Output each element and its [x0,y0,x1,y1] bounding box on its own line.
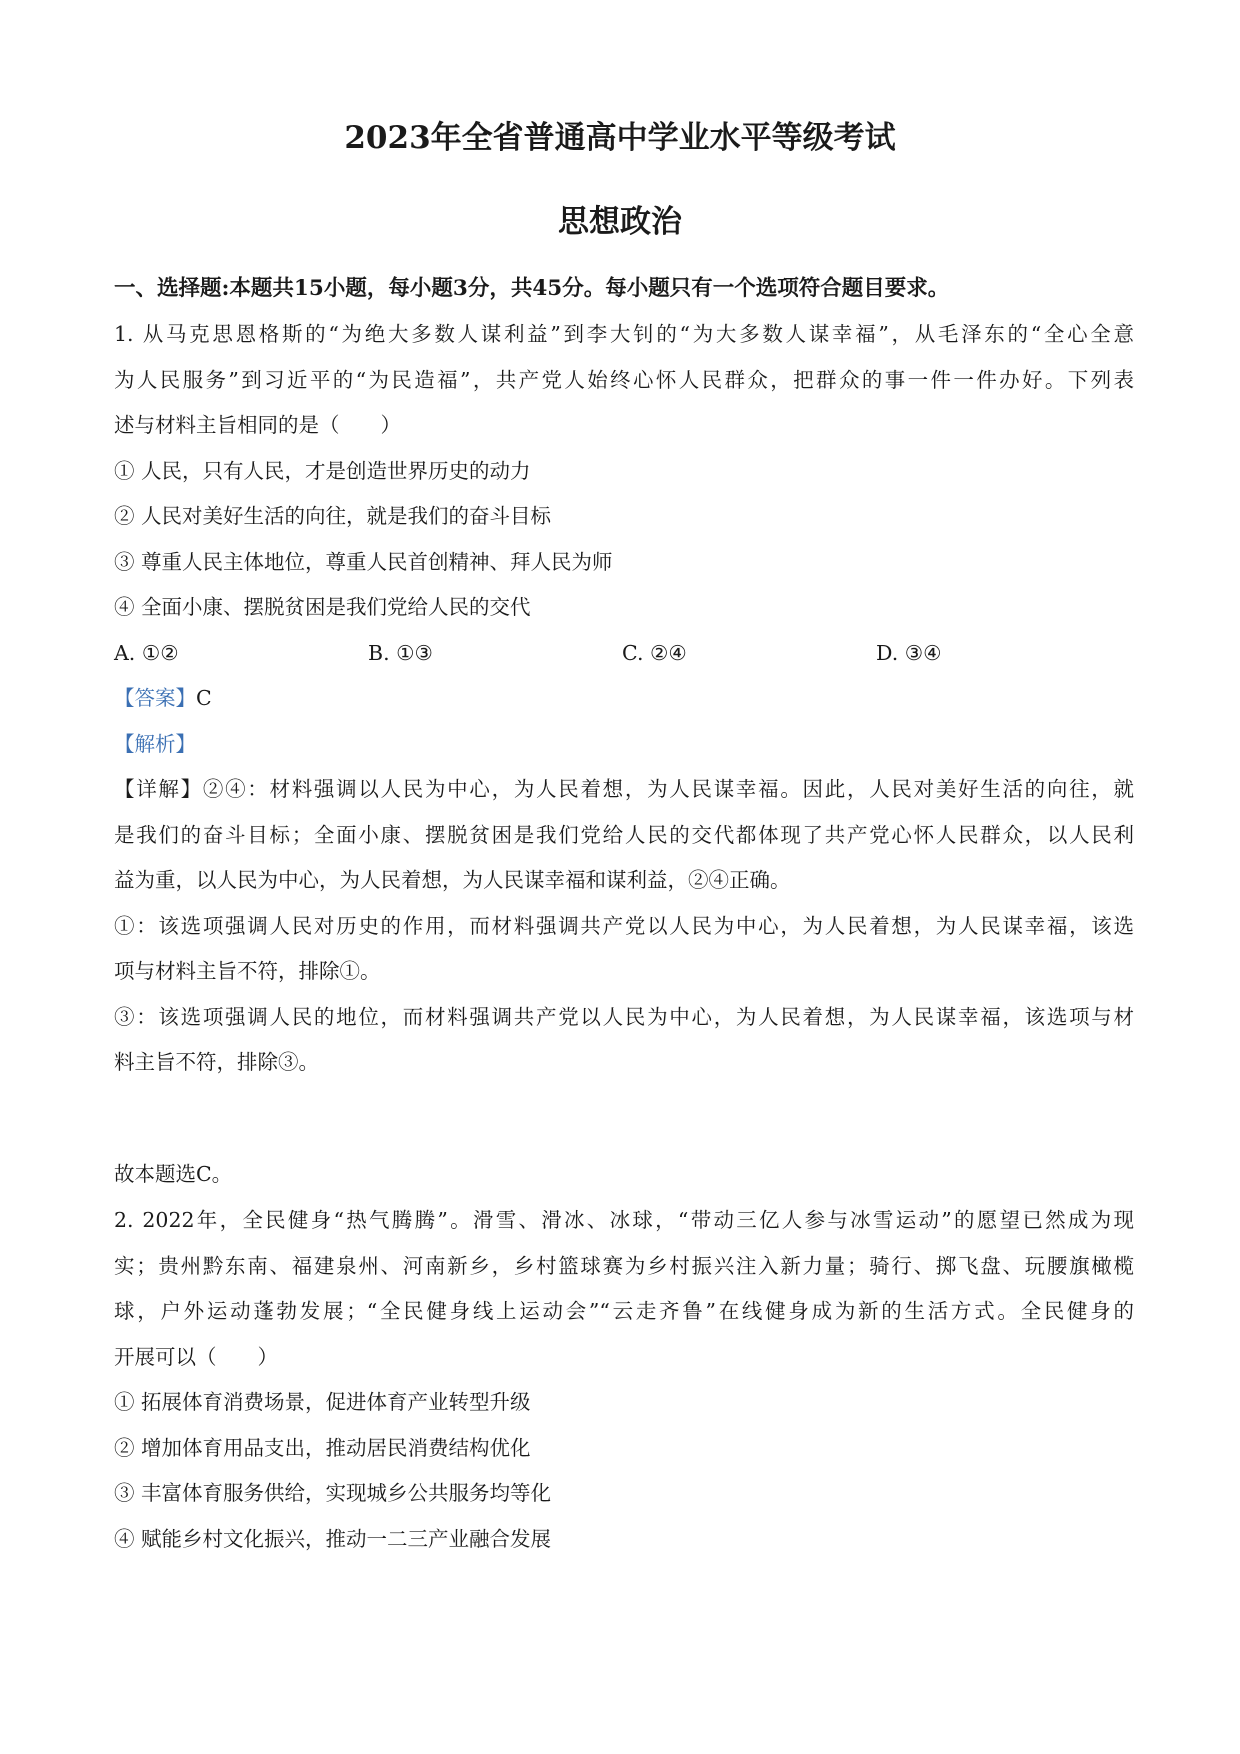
q1-exclude-line: 项与材料主旨不符，排除①。 [114,959,381,983]
q1-statement: ③ 尊重人民主体地位，尊重人民首创精神、拜人民为师 [114,550,613,574]
q1-statement: ④ 全面小康、摆脱贫困是我们党给人民的交代 [114,595,531,619]
subject-title: 思想政治 [558,204,682,240]
q1-option-b: B. ①③ [368,641,433,665]
q1-detail-line: 益为重，以人民为中心，为人民着想，为人民谋幸福和谋利益，②④正确。 [114,868,791,892]
q2-stem-line: 球，户外运动蓬勃发展；“全民健身线上运动会”“云走齐鲁”在线健身成为新的生活方式。全民健身的 [114,1299,1134,1323]
q1-conclusion: 故本题选C。 [114,1162,233,1186]
q2-statement: ① 拓展体育消费场景，促进体育产业转型升级 [114,1390,531,1414]
q1-option-d: D. ③④ [876,641,942,665]
exam-title: 2023年全省普通高中学业水平等级考试 [344,120,896,156]
q1-exclude-line: ③：该选项强调人民的地位，而材料强调共产党以人民为中心，为人民着想，为人民谋幸福，该选项与材 [114,1005,1134,1029]
q1-exclude-line: 料主旨不符，排除③。 [114,1050,319,1074]
q1-statement: ① 人民，只有人民，才是创造世界历史的动力 [114,459,531,483]
q2-stem-line: 开展可以（ ） [114,1345,278,1369]
q2-statement: ④ 赋能乡村文化振兴，推动一二三产业融合发展 [114,1527,552,1551]
q1-option-a: A. ①② [114,641,179,665]
q1-answer [114,684,1134,712]
q1-option-c: C. ②④ [622,641,687,665]
q1-detail-line [114,775,1134,803]
q2-statement: ② 增加体育用品支出，推动居民消费结构优化 [114,1436,531,1460]
answer-tag: 【答案】 [114,686,196,710]
detail-tag: 【详解】 [114,777,203,801]
section-heading: 一、选择题:本题共15小题，每小题3分，共45分。每小题只有一个选项符合题目要求。 [114,276,950,301]
q1-stem-line: 述与材料主旨相同的是（ ） [114,413,401,437]
q2-stem-line: 2. 2022年，全民健身“热气腾腾”。滑雪、滑冰、冰球，“带动三亿人参与冰雪运动”的愿望已然成为现 [114,1208,1134,1232]
q2-statement: ③ 丰富体育服务供给，实现城乡公共服务均等化 [114,1481,552,1505]
q1-exclude-line: ①：该选项强调人民对历史的作用，而材料强调共产党以人民为中心，为人民着想，为人民谋幸福，该选 [114,914,1134,938]
q2-stem-line: 实；贵州黔东南、福建泉州、河南新乡，乡村篮球赛为乡村振兴注入新力量；骑行、掷飞盘、玩腰旗橄榄 [114,1254,1134,1278]
answer-value: C [196,686,212,710]
q1-stem-line: 1. 从马克思恩格斯的“为绝大多数人谋利益”到李大钊的“为大多数人谋幸福”，从毛泽东的“全心全意 [114,322,1134,346]
q1-detail-line: 是我们的奋斗目标；全面小康、摆脱贫困是我们党给人民的交代都体现了共产党心怀人民群众，以人民利 [114,823,1134,847]
analysis-tag: 【解析】 [114,732,196,756]
q1-statement: ② 人民对美好生活的向往，就是我们的奋斗目标 [114,504,552,528]
q1-stem-line: 为人民服务”到习近平的“为民造福”，共产党人始终心怀人民群众，把群众的事一件一件办好。下列表 [114,368,1134,392]
detail-text: ②④：材料强调以人民为中心，为人民着想，为人民谋幸福。因此，人民对美好生活的向往，就 [202,777,1134,801]
